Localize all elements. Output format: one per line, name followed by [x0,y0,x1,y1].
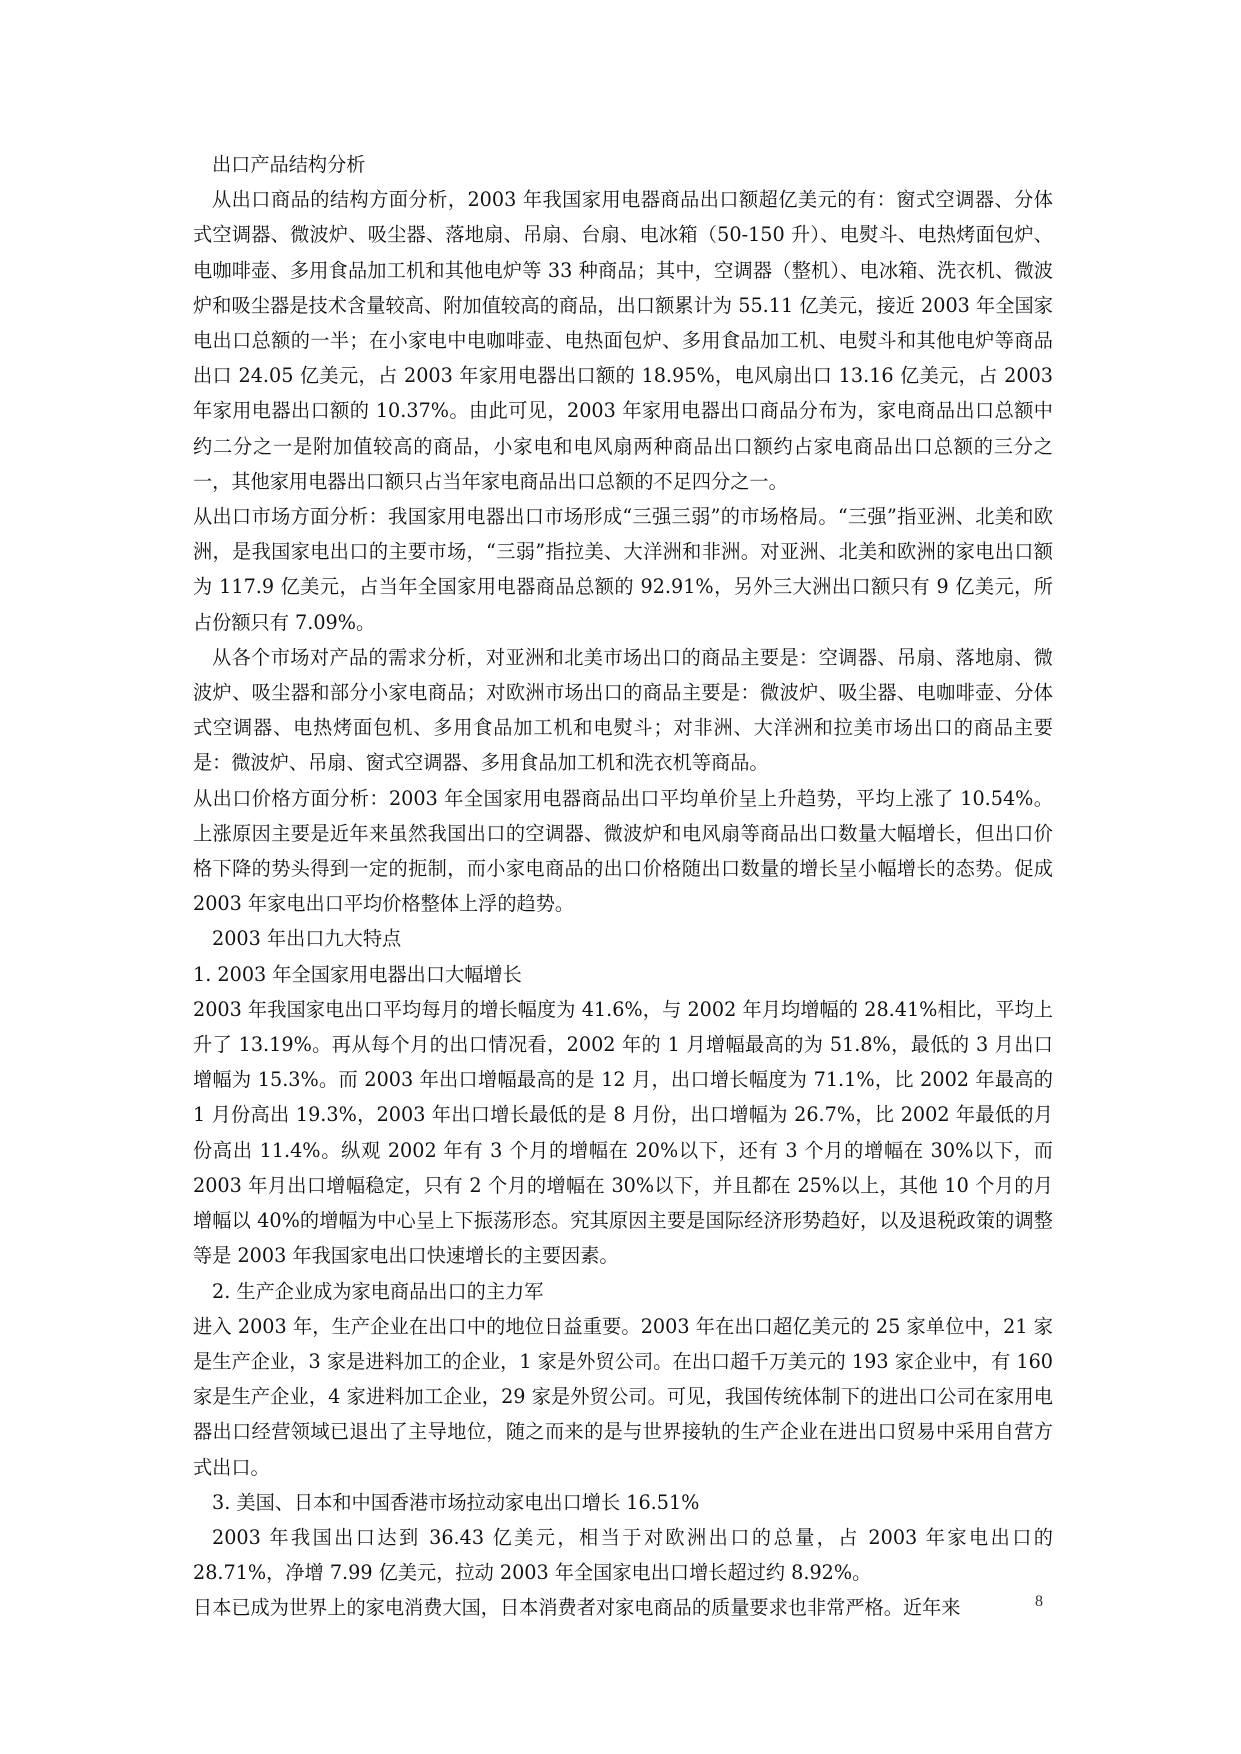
paragraph-feature-1: 2003 年我国家电出口平均每月的增长幅度为 41.6%，与 2002 年月均增幅的 28.41%相比，平均上升了 13.19%。再从每个月的出口情况看，2002 年的 1 月增幅最高的为 51.8%，最低的 3 月出口增幅为 15.3%。而 2003 年出口增幅最高的是 12 月，出口增长幅度为 71.1%，比 2002 年最高的 1 月份高出 19.3%，2003 年出口增长最低的是 8 月份，出口增幅为 26.7%，比 2002 年最低的月份高出 11.4%。纵观 2002 年有 3 个月的增幅在 20%以下，还有 3 个月的增幅在 30%以下，而 2003 年月出口增幅稳定，只有 2 个月的增幅在 30%以下，并且都在 25%以上，其他 10 个月的月增幅以 40%的增幅为中心呈上下振荡形态。究其原因主要是国际经济形势趋好，以及退税政策的调整等是 2003 年我国家电出口快速增长的主要因素。 [193,997,1053,1268]
page-number: 8 [1035,1593,1043,1610]
subheading-feature-3: 3. 美国、日本和中国香港市场拉动家电出口增长 16.51% [212,1490,700,1514]
paragraph-export-price: 从出口价格方面分析：2003 年全国家用电器商品出口平均单价呈上升趋势，平均上涨了 10.54%。上涨原因主要是近年来虽然我国出口的空调器、微波炉和电风扇等商品出口数量大幅增长，但出口价格下降的势头得到一定的扼制，而小家电商品的出口价格随出口数量的增长呈小幅增长的态势。促成 2003 年家电出口平均价格整体上浮的趋势。 [193,786,1053,916]
section-heading-product-structure: 出口产品结构分析 [212,153,366,176]
subheading-feature-2: 2. 生产企业成为家电商品出口的主力军 [212,1279,544,1303]
paragraph-product-structure: 从出口商品的结构方面分析，2003 年我国家用电器商品出口额超亿美元的有：窗式空调器、分体式空调器、微波炉、吸尘器、落地扇、吊扇、台扇、电冰箱（50-150 升）、电熨斗、电热烤面包炉、电咖啡壶、多用食品加工机和其他电炉等 33 种商品；其中，空调器（整机）、电冰箱、洗衣机、微波炉和吸尘器是技术含量较高、附加值较高的商品，出口额累计为 55.11 亿美元，接近 2003 年全国家电出口总额的一半；在小家电中电咖啡壶、电热面包炉、多用食品加工机、电熨斗和其他电炉等商品出口 24.05 亿美元，占 2003 年家用电器出口额的 18.95%，电风扇出口 13.16 亿美元，占 2003 年家用电器出口额的 10.37%。由此可见，2003 年家用电器出口商品分布为，家电商品出口总额中约二分之一是附加值较高的商品，小家电和电风扇两种商品出口额约占家电商品出口总额的三分之一，其他家用电器出口额只占当年家电商品出口总额的不足四分之一。 [193,188,1053,493]
document-body [193,147,1053,1626]
paragraph-feature-3: 2003 年我国出口达到 36.43 亿美元，相当于对欧洲出口的总量，占 2003 年家电出口的 28.71%，净增 7.99 亿美元，拉动 2003 年全国家电出口增长超过约 8.92%。 [193,1525,1053,1585]
paragraph-feature-2: 进入 2003 年，生产企业在出口中的地位日益重要。2003 年在出口超亿美元的 25 家单位中，21 家是生产企业，3 家是进料加工的企业，1 家是外贸公司。在出口超千万美元的 193 家企业中，有 160 家是生产企业，4 家进料加工企业，29 家是外贸公司。可见，我国传统体制下的进出口公司在家用电器出口经营领域已退出了主导地位，随之而来的是与世界接轨的生产企业在进出口贸易中采用自营方式出口。 [193,1314,1053,1479]
paragraph-japan-market: 日本已成为世界上的家电消费大国，日本消费者对家电商品的质量要求也非常严格。近年来 [193,1596,961,1620]
section-heading-nine-features: 2003 年出口九大特点 [212,927,402,951]
paragraph-market-demand: 从各个市场对产品的需求分析，对亚洲和北美市场出口的商品主要是：空调器、吊扇、落地扇、微波炉、吸尘器和部分小家电商品；对欧洲市场出口的商品主要是：微波炉、吸尘器、电咖啡壶、分体式空调器、电热烤面包机、多用食品加工机和电熨斗；对非洲、大洋洲和拉美市场出口的商品主要是：微波炉、吊扇、窗式空调器、多用食品加工机和洗衣机等商品。 [193,645,1053,775]
subheading-feature-1: 1. 2003 年全国家用电器出口大幅增长 [193,962,522,986]
paragraph-export-market: 从出口市场方面分析：我国家用电器出口市场形成“三强三弱”的市场格局。“三强”指亚洲、北美和欧洲，是我国家电出口的主要市场，“三弱”指拉美、大洋洲和非洲。对亚洲、北美和欧洲的家电出口额为 117.9 亿美元，占当年全国家用电器商品总额的 92.91%，另外三大洲出口额只有 9 亿美元，所占份额只有 7.09%。 [193,505,1053,634]
